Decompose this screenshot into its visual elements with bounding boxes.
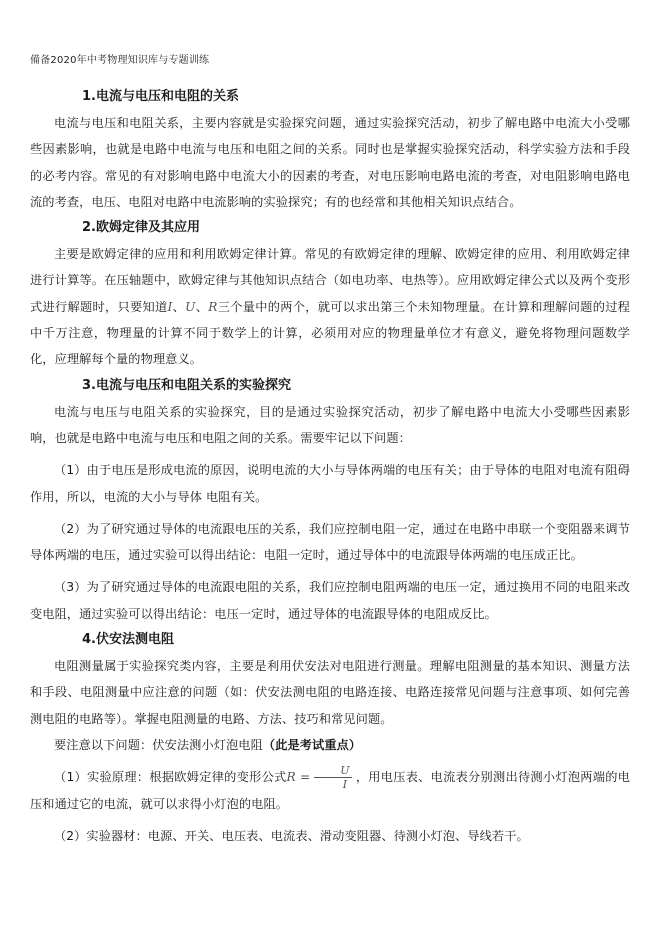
symbol-u: U [185, 299, 196, 314]
document-body [30, 84, 630, 849]
formula-lhs: R = [286, 770, 311, 785]
fraction-numerator: U [314, 765, 351, 778]
page-header: 備备2020年中考物理知识库与专题训练 [30, 55, 210, 66]
section-2-title: 2.欧姆定律及其应用 [82, 220, 200, 236]
section-3-item-1: （1）由于电压是形成电流的原因，说明电流的大小与导体两端的电压有关；由于导体的电阻对电流有阻碍作用，所以，电流的大小与导体 电阻有关。 [30, 463, 630, 504]
section-4-equipment: （2）实验器材：电源、开关、电压表、电流表、滑动变阻器、待测小灯泡、导线若干。 [54, 828, 529, 843]
section-4-title: 4.伏安法测电阻 [82, 632, 174, 648]
symbol-r: R [208, 299, 218, 314]
section-1-title: 1.电流与电压和电阻的关系 [82, 89, 239, 104]
section-4-focus-line: 要注意以下问题：伏安法测小灯泡电阻（此是考试重点） [54, 737, 362, 752]
symbol-i: I [167, 299, 173, 314]
section-4-paragraph: 电阻测量属于实验探究类内容，主要是利用伏安法对电阻进行测量。理解电阻测量的基本知识、测量方法和手段、电阻测量中应注意的问题（如：伏安法测电阻的电路连接、电路连接常见问题与注意事项、如何完善测电阻的电路等）。掌握电阻测量的电路、方法、技巧和常见问题。 [30, 659, 630, 726]
ohms-law-fraction [314, 765, 351, 790]
section-3-title: 3.电流与电压和电阻关系的实验探究 [82, 377, 291, 393]
section-3-item-3: （3）为了研究通过导体的电流跟电阻的关系，我们应控制电阻两端的电压一定，通过换用不同的电阻来改变电阻，通过实验可以得出结论：电压一定时，通过导体的电流跟导体的电阻成反比。 [30, 580, 630, 621]
section-3-item-2: （2）为了研究通过导体的电流跟电压的关系，我们应控制电阻一定，通过在电路中串联一个变阻器来调节导体两端的电压，通过实验可以得出结论：电阻一定时，通过导体中的电流跟导体两端的电压成正比。 [30, 521, 630, 563]
section-3-paragraph-intro: 电流与电压与电阻关系的实验探究，目的是通过实验探究活动，初步了解电路中电流大小受哪些因素影响，也就是电路中电流与电压和电阻之间的关系。需要牢记以下问题： [30, 404, 630, 445]
section-4-principle: （1）实验原理：根据欧姆定律的变形公式R = $\frac{U}{I}$ ，用电压表、电流表分别测出待测小灯泡两端的电压和通过它的电流，就可以求得小灯泡的电阻。 [30, 764, 631, 811]
exam-focus-note: （此是考试重点） [262, 737, 362, 752]
fraction-denominator: I [342, 778, 348, 792]
section-2-paragraph: 主要是欧姆定律的应用和利用欧姆定律计算。常见的有欧姆定律的理解、欧姆定律的应用、利用欧姆定律进行计算等。在压轴题中，欧姆定律与其他知识点结合（如电功率、电热等）。应用欧姆定律公式以及两个变形式进行解题时，只要知道I、U、R三个量中的两个，就可以求出第三个未知物理量。在计算和理解问题的过程中千万注意，物理量的计算不同于数学上的计算，必须用对应的物理量单位才有意义，避免将物理问题数学化，应理解每个量的物理意义。 [30, 247, 630, 367]
section-1-paragraph: 电流与电压和电阻关系，主要内容就是实验探究问题，通过实验探究活动，初步了解电路中电流大小受哪些因素影响，也就是电路中电流与电压和电阻之间的关系。同时也是掌握实验探究活动，科学实验方法和手段的必考内容。常见的有对影响电路中电流大小的因素的考查，对电压影响电路电流的考查，对电阻影响电路电流的考查，电压、电阻对电路中电流影响的实验探究；有的也经常和其他相关知识点结合。 [30, 116, 630, 209]
